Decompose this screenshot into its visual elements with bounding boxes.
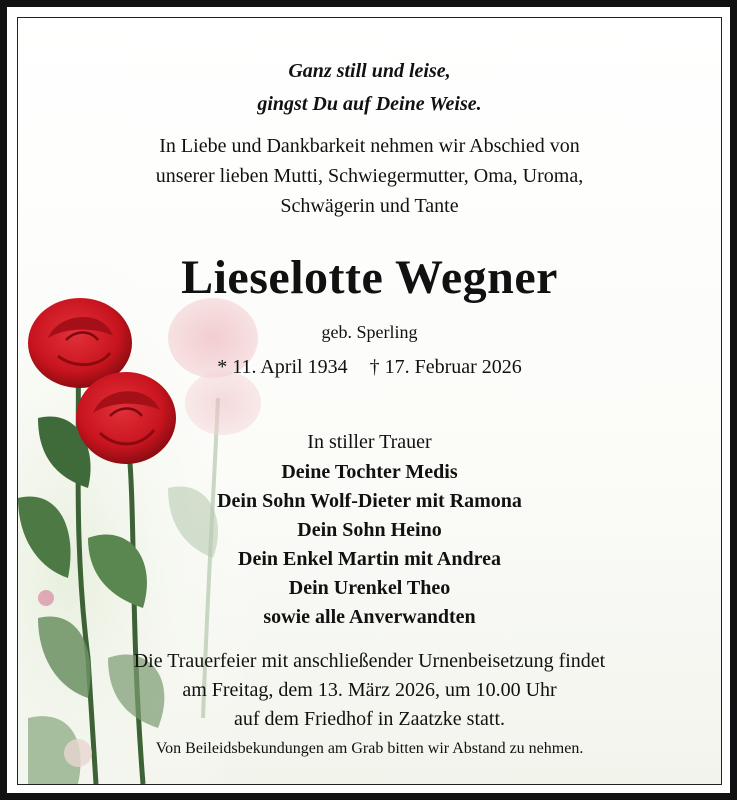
obituary-text [18, 18, 721, 784]
mourners-heading: In stiller Trauer [307, 431, 432, 453]
condolence-note: Von Beileidsbekundungen am Grab bitten wir Abstand zu nehmen. [155, 740, 584, 757]
life-dates [18, 356, 721, 379]
mourner-4: Dein Enkel Martin mit Andrea [238, 548, 501, 570]
birth-date: * 11. April 1934 [217, 356, 348, 378]
mourner-6: sowie alle Anverwandten [263, 606, 476, 628]
poem-line-2: gingst Du auf Deine Weise. [257, 93, 482, 115]
mourner-3: Dein Sohn Heino [297, 519, 442, 541]
mourner-2: Dein Sohn Wolf-Dieter mit Ramona [217, 490, 522, 512]
poem-line-1: Ganz still und leise, [288, 60, 451, 82]
death-date: † 17. Februar 2026 [369, 356, 522, 378]
mourner-5: Dein Urenkel Theo [288, 577, 451, 599]
ceremony-line-2: am Freitag, dem 13. März 2026, um 10.00 Uhr [182, 679, 557, 701]
deceased-name: Lieselotte Wegner [181, 251, 558, 304]
intro-line-1: In Liebe und Dankbarkeit nehmen wir Abschied von [159, 135, 580, 157]
intro-line-2: unserer lieben Mutti, Schwiegermutter, Oma, Uroma, [155, 165, 584, 187]
obituary-inner-border [17, 17, 722, 785]
ceremony-line-3: auf dem Friedhof in Zaatzke statt. [233, 708, 505, 730]
intro-line-3: Schwägerin und Tante [280, 195, 459, 217]
mourner-1: Deine Tochter Medis [281, 461, 458, 483]
ceremony-line-1: Die Trauerfeier mit anschließender Urnenbeisetzung findet [133, 650, 606, 672]
birth-name: geb. Sperling [321, 322, 418, 342]
